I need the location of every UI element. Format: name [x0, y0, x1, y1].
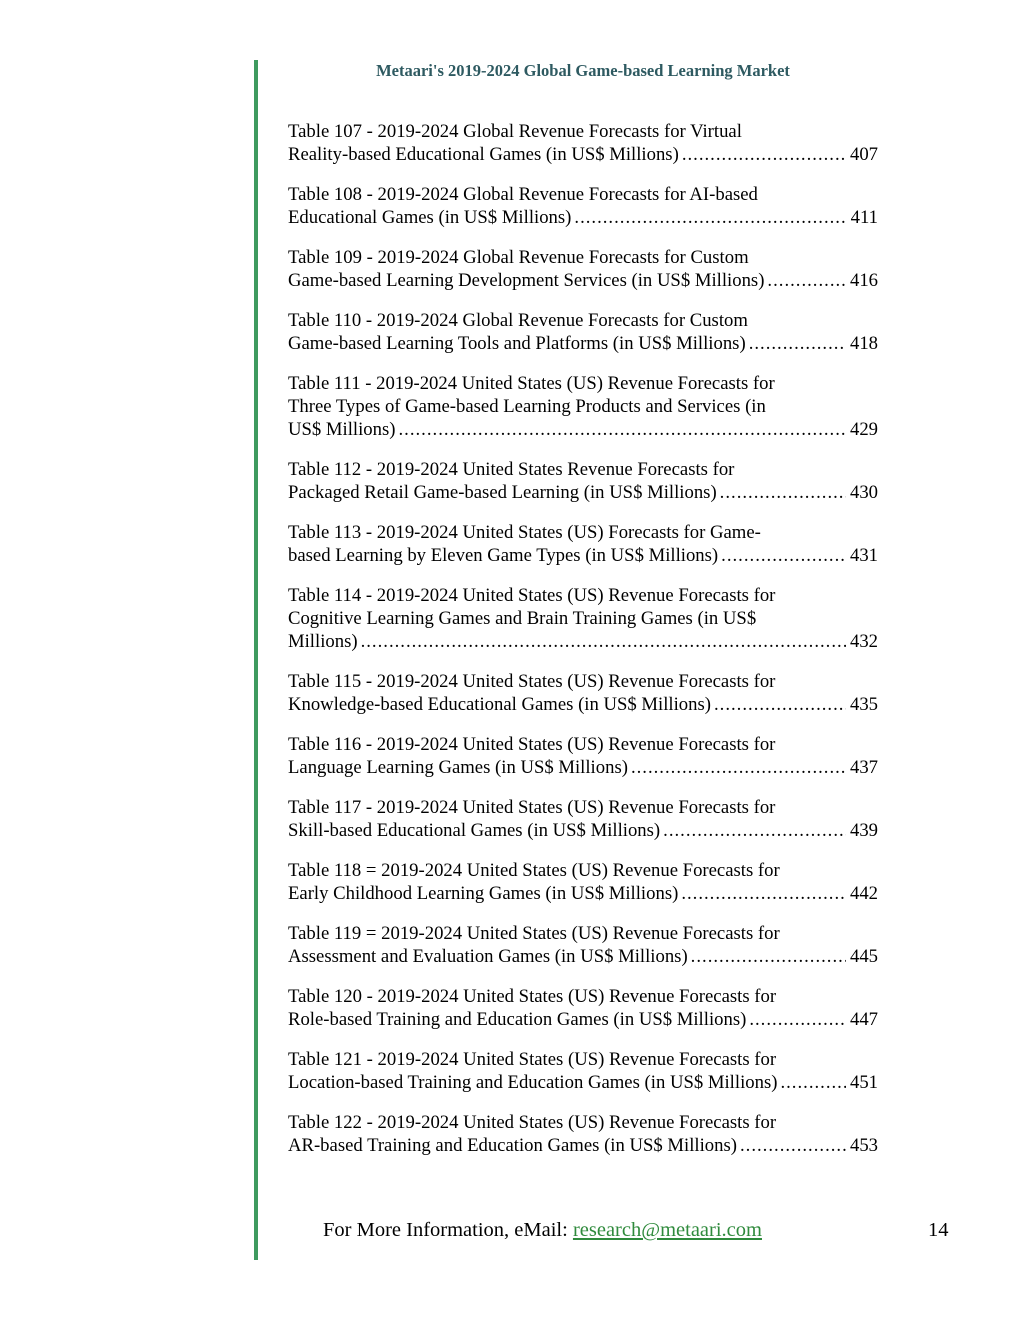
toc-entry[interactable] — [288, 521, 878, 567]
dot-leader — [767, 269, 846, 292]
toc-entry[interactable] — [288, 859, 878, 905]
toc-entry-last-line — [288, 1134, 878, 1157]
toc-page-number: 430 — [849, 482, 878, 503]
toc-entry-line: Game-based Learning Tools and Platforms (in US$ Millions) — [288, 333, 746, 354]
toc-entry-line: Assessment and Evaluation Games (in US$ Millions) — [288, 946, 688, 967]
toc-entry-line: Knowledge-based Educational Games (in US$ Millions) — [288, 694, 711, 715]
toc-page-number: 439 — [849, 820, 878, 841]
toc-entry[interactable] — [288, 309, 878, 355]
toc-page-number: 407 — [849, 144, 878, 165]
toc-entry-line: Role-based Training and Education Games (in US$ Millions) — [288, 1009, 747, 1030]
toc-entry[interactable] — [288, 733, 878, 779]
dot-leader — [663, 819, 846, 842]
toc-entry-line: Table 121 - 2019-2024 United States (US) Revenue Forecasts for — [288, 1049, 777, 1070]
toc-entry-line: Table 107 - 2019-2024 Global Revenue Forecasts for Virtual — [288, 121, 742, 142]
toc-entry[interactable] — [288, 372, 878, 441]
toc-entry-line: Game-based Learning Development Services (in US$ Millions) — [288, 270, 765, 291]
toc-entry-line: Table 112 - 2019-2024 United States Revenue Forecasts for — [288, 459, 735, 480]
toc-entry-line: Skill-based Educational Games (in US$ Millions) — [288, 820, 661, 841]
toc-entry-line: Table 122 - 2019-2024 United States (US) Revenue Forecasts for — [288, 1112, 777, 1133]
toc-entry-line: Language Learning Games (in US$ Millions) — [288, 757, 628, 778]
toc-entry-line: Table 109 - 2019-2024 Global Revenue Forecasts for Custom — [288, 247, 749, 268]
toc-entry-last-line — [288, 143, 878, 166]
toc-entry-line: Early Childhood Learning Games (in US$ Millions) — [288, 883, 679, 904]
dot-leader — [681, 882, 846, 905]
toc-entry-last-line — [288, 544, 878, 567]
toc-entry-last-line — [288, 693, 878, 716]
toc-entry-line: Table 110 - 2019-2024 Global Revenue Forecasts for Custom — [288, 310, 748, 331]
dot-leader — [714, 693, 846, 716]
toc-entry-last-line — [288, 882, 878, 905]
toc-entry-line: Reality-based Educational Games (in US$ Millions) — [288, 144, 679, 165]
toc-entry-last-line — [288, 418, 878, 441]
toc-entry[interactable] — [288, 246, 878, 292]
toc-entry-line: Millions) — [288, 631, 358, 652]
toc-entry[interactable] — [288, 584, 878, 653]
dot-leader — [721, 544, 846, 567]
toc-entry-line: Table 108 - 2019-2024 Global Revenue Forecasts for AI-based — [288, 184, 758, 205]
toc-entry[interactable] — [288, 796, 878, 842]
toc-entry-line: Location-based Training and Education Games (in US$ Millions) — [288, 1072, 778, 1093]
dot-leader — [574, 206, 846, 229]
toc-entry[interactable] — [288, 458, 878, 504]
toc-entry-last-line — [288, 945, 878, 968]
toc-entry-line: Packaged Retail Game-based Learning (in US$ Millions) — [288, 482, 717, 503]
toc-entry-line: Table 115 - 2019-2024 United States (US) Revenue Forecasts for — [288, 671, 776, 692]
dot-leader — [749, 1008, 846, 1031]
toc-entry-last-line — [288, 1008, 878, 1031]
email-link[interactable]: research@metaari.com — [572, 1219, 762, 1241]
margin-rule — [254, 60, 258, 1260]
toc-page-number: 453 — [849, 1135, 878, 1156]
toc-page-number: 411 — [850, 207, 878, 228]
toc-entry[interactable] — [288, 183, 878, 229]
footer — [323, 1219, 762, 1242]
toc-entry-line: Table 117 - 2019-2024 United States (US) Revenue Forecasts for — [288, 797, 776, 818]
toc-entry[interactable] — [288, 670, 878, 716]
toc-entry-last-line — [288, 819, 878, 842]
dot-leader — [740, 1134, 846, 1157]
toc-page-number: 437 — [849, 757, 878, 778]
toc-entry[interactable] — [288, 1111, 878, 1157]
dot-leader — [398, 418, 845, 441]
dot-leader — [780, 1071, 846, 1094]
toc-entry-line: Three Types of Game-based Learning Products and Services (in — [288, 396, 766, 417]
toc-entry-last-line — [288, 332, 878, 355]
toc-entry-line: Table 116 - 2019-2024 United States (US) Revenue Forecasts for — [288, 734, 776, 755]
toc-page-number: 431 — [849, 545, 878, 566]
toc-entry-line: Table 114 - 2019-2024 United States (US) Revenue Forecasts for — [288, 585, 776, 606]
toc-page-number: 418 — [849, 333, 878, 354]
toc-entry-line: Table 111 - 2019-2024 United States (US) Revenue Forecasts for — [288, 373, 775, 394]
running-header: Metaari's 2019-2024 Global Game-based Learning Market — [376, 61, 790, 80]
toc-page-number: 447 — [849, 1009, 878, 1030]
toc-page-number: 442 — [849, 883, 878, 904]
toc-page-number: 432 — [849, 631, 878, 652]
toc-entry-last-line — [288, 206, 878, 229]
toc-entry-line: based Learning by Eleven Game Types (in US$ Millions) — [288, 545, 719, 566]
table-of-contents — [288, 120, 878, 1174]
dot-leader — [682, 143, 846, 166]
toc-page-number: 445 — [849, 946, 878, 967]
dot-leader — [691, 945, 846, 968]
toc-page-number: 416 — [849, 270, 878, 291]
toc-entry-last-line — [288, 269, 878, 292]
toc-entry-last-line — [288, 1071, 878, 1094]
toc-entry[interactable] — [288, 120, 878, 166]
footer-label: For More Information, eMail: — [323, 1219, 573, 1241]
toc-entry-last-line — [288, 756, 878, 779]
toc-page-number: 429 — [849, 419, 878, 440]
dot-leader — [749, 332, 846, 355]
toc-entry-line: Table 118 = 2019-2024 United States (US) Revenue Forecasts for — [288, 860, 780, 881]
dot-leader — [631, 756, 846, 779]
toc-entry-line: Table 119 = 2019-2024 United States (US) Revenue Forecasts for — [288, 923, 780, 944]
toc-entry-line: AR-based Training and Education Games (in US$ Millions) — [288, 1135, 737, 1156]
toc-entry-line: Cognitive Learning Games and Brain Training Games (in US$ — [288, 608, 757, 629]
toc-page-number: 451 — [849, 1072, 878, 1093]
toc-entry-last-line — [288, 630, 878, 653]
toc-entry[interactable] — [288, 922, 878, 968]
dot-leader — [361, 630, 846, 653]
toc-entry-line: US$ Millions) — [288, 419, 396, 440]
dot-leader — [720, 481, 846, 504]
toc-entry[interactable] — [288, 985, 878, 1031]
toc-page-number: 435 — [849, 694, 878, 715]
toc-entry-line: Table 120 - 2019-2024 United States (US) Revenue Forecasts for — [288, 986, 777, 1007]
toc-entry-last-line — [288, 481, 878, 504]
toc-entry-line: Table 113 - 2019-2024 United States (US) Forecasts for Game- — [288, 522, 761, 543]
toc-entry-line: Educational Games (in US$ Millions) — [288, 207, 572, 228]
toc-entry[interactable] — [288, 1048, 878, 1094]
page-number: 14 — [928, 1219, 949, 1241]
